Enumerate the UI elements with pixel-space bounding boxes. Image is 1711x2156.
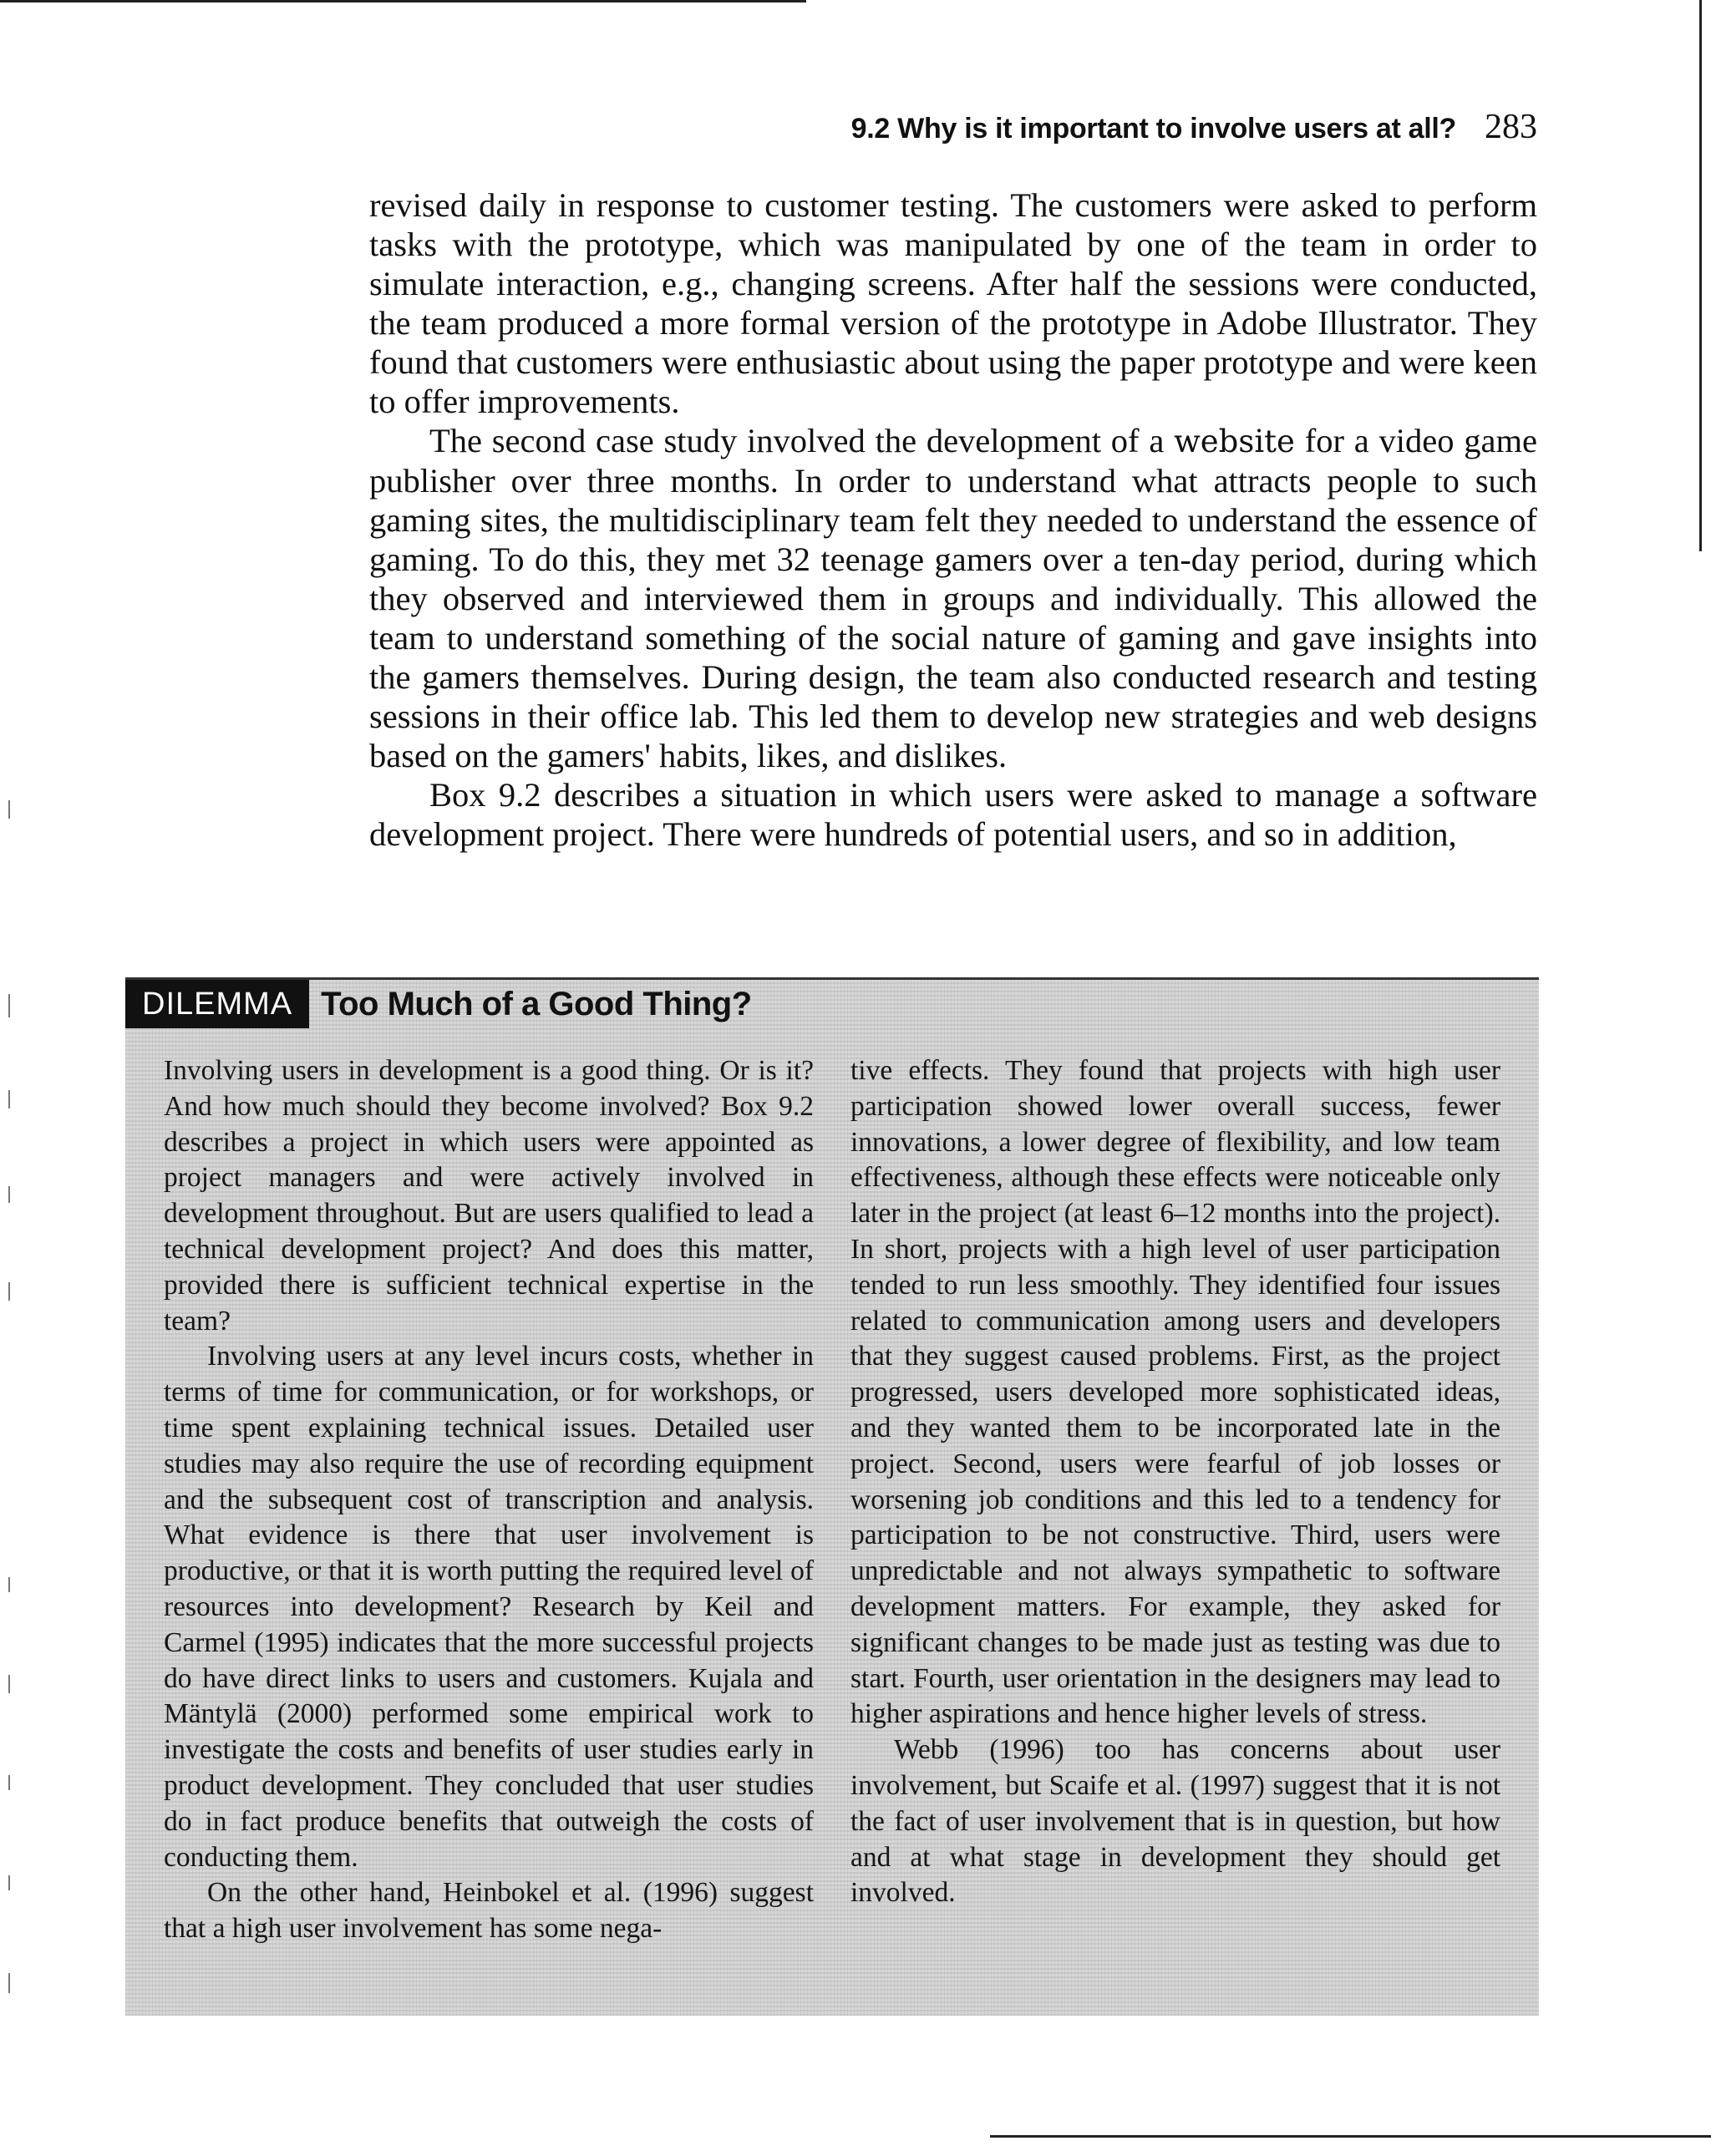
scan-tick-mark <box>8 1186 10 1203</box>
scan-tick-mark <box>8 994 10 1017</box>
running-head <box>368 107 1537 157</box>
dilemma-header <box>125 980 752 1028</box>
dilemma-paragraph: Involving users in development is a good thing. Or is it? And how much should they become involved? Box 9.2 describes a project in which users were appointed as project managers and were actively involved in development throughout. But are users qualified to lead a technical development project? And does this matter, provided there is sufficient technical expertise in the team? <box>164 1055 814 1337</box>
scan-tick-mark <box>8 800 10 819</box>
scan-tick-mark <box>8 1675 10 1693</box>
top-edge-rule <box>0 0 806 3</box>
scan-tick-mark <box>8 1775 10 1790</box>
dilemma-left-column <box>164 1053 814 1947</box>
text-run: The second case study involved the development of a <box>429 422 1175 459</box>
section-title: 9.2 Why is it important to involve users at all? <box>850 113 1456 145</box>
page-number: 283 <box>1485 108 1537 146</box>
dilemma-paragraph: Involving users at any level incurs costs, whether in terms of time for communication, or for workshops, or time spent explaining technical issues. Detailed user studies may also require the use of recording equipment and the subsequent cost of transcription and analysis. What evidence is there that user involvement is productive, or that it is worth putting the required level of resources into development? Research by Keil and Carmel (1995) indicates that the more successful projects do have direct links to users and customers. Kujala and Mäntylä (2000) performed some empirical work to investigate the costs and benefits of user studies early in product development. They concluded that user studies do in fact produce benefits that outweigh the costs of conducting them. <box>164 1341 814 1873</box>
scan-tick-mark <box>8 1090 10 1108</box>
emphasized-term: website <box>1174 424 1295 459</box>
scan-tick-mark <box>8 1282 10 1301</box>
scan-tick-mark <box>8 1875 10 1890</box>
dilemma-badge: DILEMMA <box>125 980 309 1028</box>
dilemma-paragraph: tive effects. They found that projects with high user participation showed lower overall success, fewer innovations, a lower degree of flexibility, and low team effectiveness, although these effects were noticeable only later in the project (at least 6–12 months into the project). In short, projects with a high level of user participation tended to run less smoothly. They identified four issues related to communication among users and developers that they suggest caused problems. First, as the project progressed, users developed more sophisticated ideas, and they wanted them to be incorporated late in the project. Second, users were fearful of job losses or worsening job conditions and this led to a tendency for participation to be not constructive. Third, users were unpredictable and not always sympathetic to software development matters. For example, they asked for significant changes to be made just as testing was due to start. Fourth, user orientation in the designers may lead to higher aspirations and hence higher levels of stress. <box>850 1055 1500 1730</box>
scan-tick-mark <box>8 1973 10 1993</box>
paragraph <box>369 421 1537 775</box>
paragraph: revised daily in response to customer testing. The customers were asked to perform tasks with the prototype, which was manipulated by one of the team in order to simulate interaction, e.g., changing screens. After half the sessions were conducted, the team produced a more formal version of the prototype in Adobe Illustrator. They found that customers were enthusiastic about using the paper prototype and were keen to offer improvements. <box>369 186 1537 420</box>
dilemma-paragraph: On the other hand, Heinbokel et al. (1996) suggest that a high user involvement has some nega- <box>164 1877 814 1945</box>
bottom-edge-rule <box>990 2135 1711 2138</box>
body-text <box>369 185 1537 854</box>
paragraph: Box 9.2 describes a situation in which users were asked to manage a software development project. There were hundreds of potential users, and so in addition, <box>369 776 1537 853</box>
dilemma-paragraph: Webb (1996) too has concerns about user involvement, but Scaife et al. (1997) suggest that it is not the fact of user involvement that is in question, but how and at what stage in development they should get involved. <box>850 1734 1500 1909</box>
scan-tick-mark <box>8 1577 10 1592</box>
right-edge-rule <box>1699 0 1702 551</box>
dilemma-title: Too Much of a Good Thing? <box>321 985 752 1022</box>
text-run: for a video game publisher over three months. In order to understand what attracts people to such gaming sites, the multidisciplinary team felt they needed to understand the essence of gaming. To do this, they met 32 teenage gamers over a ten-day period, during which they observed and interviewed them in groups and individually. This allowed the team to understand something of the social nature of gaming and gave insights into the gamers themselves. During design, the team also conducted research and testing sessions in their office lab. This led them to develop new strategies and web designs based on the gamers' habits, likes, and dislikes. <box>369 422 1537 774</box>
dilemma-box <box>125 977 1539 2016</box>
dilemma-right-column <box>850 1053 1500 1911</box>
